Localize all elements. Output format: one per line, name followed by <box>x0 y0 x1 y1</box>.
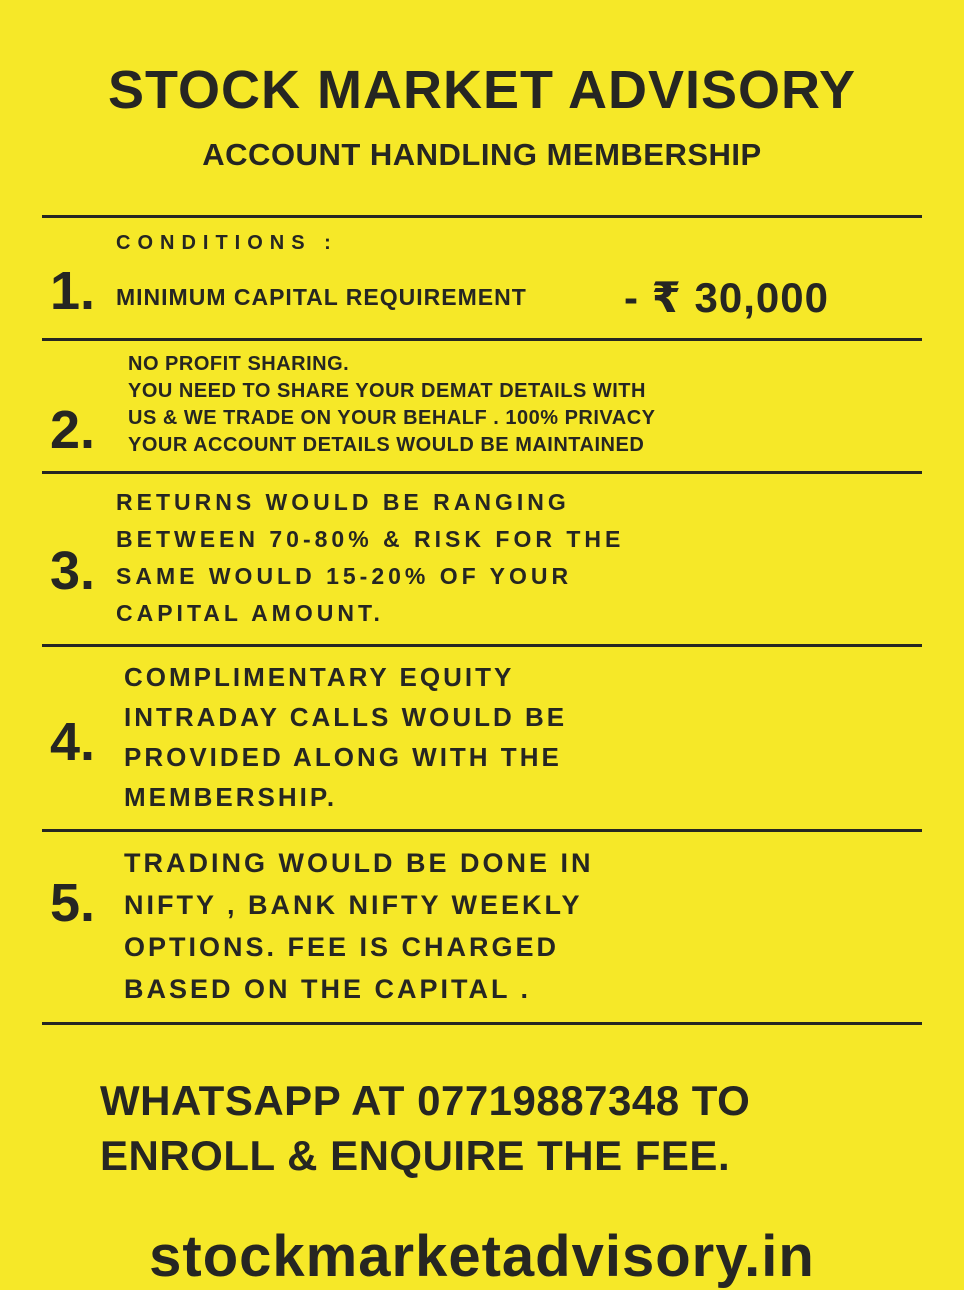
item-number: 1. <box>50 260 96 321</box>
item-text-line: TRADING WOULD BE DONE IN <box>124 847 594 878</box>
item-text-line: NIFTY , BANK NIFTY WEEKLY <box>124 889 583 920</box>
conditions-label: CONDITIONS : <box>116 231 338 254</box>
item-number: 5. <box>50 872 96 933</box>
item-text-line: SAME WOULD 15-20% OF YOUR <box>116 562 573 589</box>
website-url: stockmarketadvisory.in <box>149 1223 815 1289</box>
item-content <box>124 657 919 817</box>
item-content <box>116 232 919 322</box>
item-number: 4. <box>50 711 96 772</box>
item-text-line: BETWEEN 70-80% & RISK FOR THE <box>116 525 625 552</box>
cta-line-2: ENROLL & ENQUIRE THE FEE. <box>100 1131 731 1179</box>
item-text-line: OPTIONS. FEE IS CHARGED <box>124 931 560 962</box>
item-text-line: BASED ON THE CAPITAL . <box>124 973 532 1004</box>
condition-item-1 <box>0 218 964 338</box>
capital-requirement-row <box>116 273 919 322</box>
item-text-line: YOUR ACCOUNT DETAILS WOULD BE MAINTAINED <box>128 433 645 456</box>
condition-item-4 <box>0 647 964 829</box>
page-title: STOCK MARKET ADVISORY <box>107 60 857 120</box>
item-text-line: CAPITAL AMOUNT. <box>116 599 384 626</box>
item-text: MINIMUM CAPITAL REQUIREMENT <box>116 283 527 310</box>
condition-item-3 <box>0 474 964 644</box>
cta-line-1: WHATSAPP AT 07719887348 TO <box>100 1076 751 1124</box>
item-number: 3. <box>50 540 96 601</box>
item-text-line: MEMBERSHIP. <box>124 781 338 812</box>
item-text-line: YOU NEED TO SHARE YOUR DEMAT DETAILS WITH <box>128 379 646 402</box>
divider <box>42 1022 922 1025</box>
item-content <box>124 842 919 1010</box>
item-text-line: COMPLIMENTARY EQUITY <box>124 661 515 692</box>
condition-item-5 <box>0 832 964 1022</box>
page-subtitle: ACCOUNT HANDLING MEMBERSHIP <box>202 136 762 172</box>
item-text-line: PROVIDED ALONG WITH THE <box>124 741 562 772</box>
item-text-line: NO PROFIT SHARING. <box>128 352 350 375</box>
item-content <box>116 484 919 632</box>
item-text-line: INTRADAY CALLS WOULD BE <box>124 701 568 732</box>
item-content <box>128 351 919 459</box>
item-text-line: US & WE TRADE ON YOUR BEHALF . 100% PRIVACY <box>128 406 656 429</box>
item-number: 2. <box>50 399 96 460</box>
item-text-line: RETURNS WOULD BE RANGING <box>116 488 570 515</box>
condition-item-2 <box>0 341 964 471</box>
whatsapp-cta <box>100 1073 964 1183</box>
capital-amount: - ₹ 30,000 <box>623 273 829 321</box>
